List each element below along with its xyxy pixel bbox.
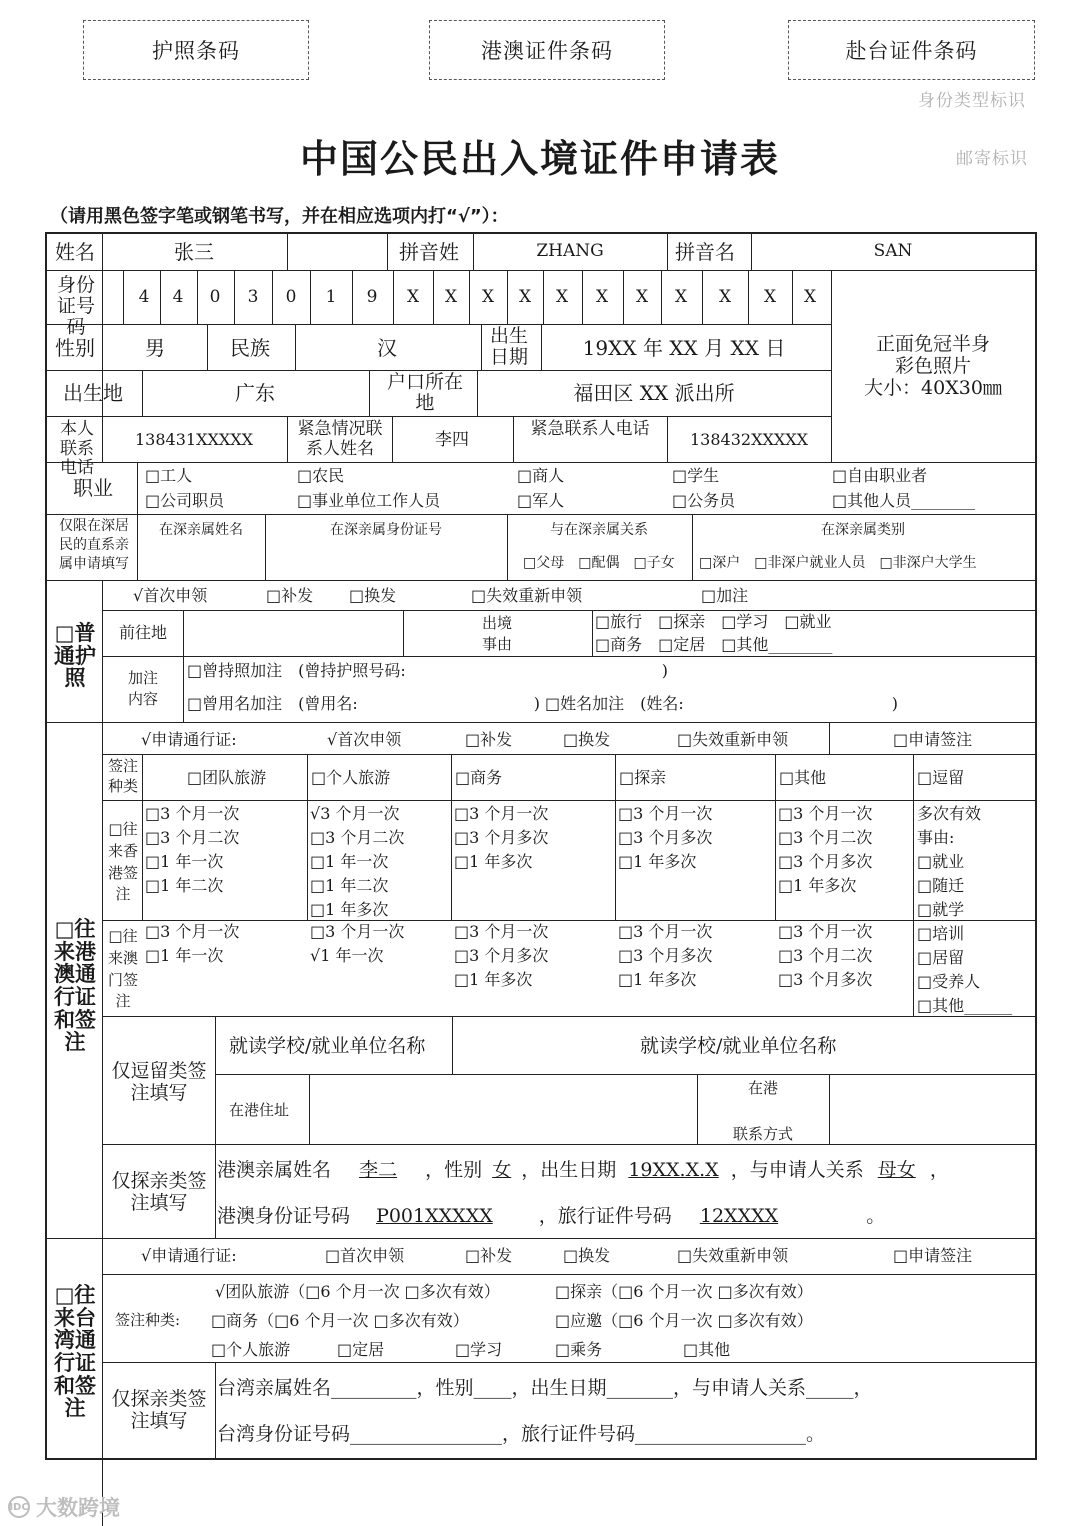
pp-reason-label: 出境事由 (481, 614, 512, 653)
pp-reasons-row-2[interactable]: □商务 □定居 □其他________ (595, 635, 833, 654)
id-digit[interactable]: 3 (247, 287, 259, 307)
stay-reason-item: 多次有效 (917, 804, 982, 823)
hukou-label: 户口所在地 (386, 371, 463, 414)
hkmo-section-label[interactable]: □往来港澳通行证和签注 (54, 917, 96, 1055)
id-digit[interactable]: X (481, 287, 495, 307)
hkmo-type-individual[interactable]: □个人旅游 (311, 768, 391, 787)
school-value[interactable]: 就读学校/就业单位名称 (640, 1035, 837, 1057)
mo-option[interactable]: □1 年多次 (618, 970, 697, 989)
hkmo-type-stay[interactable]: □逗留 (917, 768, 965, 787)
mo-endorse-label[interactable]: □往来澳门签注 (107, 927, 138, 1011)
occ-worker[interactable]: □工人 (145, 466, 193, 485)
em-name-value[interactable]: 李四 (435, 430, 469, 450)
hkmo-type-visit[interactable]: □探亲 (619, 768, 667, 787)
tw-barcode-box: 赴台证件条码 (788, 20, 1035, 80)
id-digit[interactable]: 4 (138, 287, 150, 307)
name-label: 姓名 (55, 240, 95, 264)
pp-endorse-former-name[interactable]: □曾用名加注 (曾用名: ) (187, 694, 540, 713)
gender-value[interactable]: 男 (145, 336, 165, 360)
hk-option[interactable]: □3 个月一次 (618, 804, 713, 823)
stay-reason-item[interactable]: □受养人 (917, 972, 981, 991)
school-label: 就读学校/就业单位名称 (229, 1035, 426, 1057)
hk-option[interactable]: □1 年多次 (310, 900, 389, 919)
occ-student[interactable]: □学生 (672, 466, 720, 485)
hk-contact-label-2: 联系方式 (732, 1125, 794, 1143)
tw-first-apply[interactable]: □首次申领 (325, 1246, 405, 1265)
mo-option[interactable]: □3 个月一次 (778, 922, 873, 941)
visit-line-1-end: ， (929, 1159, 949, 1181)
tw-type-label: 签注种类: (115, 1311, 181, 1329)
hk-option[interactable]: □1 年多次 (618, 852, 697, 871)
mo-option[interactable]: □3 个月一次 (145, 922, 240, 941)
taiwan-section-label[interactable]: □往来台湾通行证和签注 (54, 1283, 96, 1421)
id-digit[interactable]: X (635, 287, 649, 307)
visit-doc-label: ，旅行证件号码 (538, 1205, 672, 1227)
rel-category-header: 在深亲属类别 (821, 522, 905, 538)
py-given-value[interactable]: SAN (873, 241, 913, 261)
id-digit[interactable]: X (674, 287, 688, 307)
hkmo-visit-fill-label: 仅探亲类签注填写 (111, 1170, 207, 1215)
hk-option[interactable]: □1 年一次 (145, 852, 224, 871)
photo-line-3: 大小：40X30㎜ (864, 377, 1002, 399)
gender-label: 性别 (55, 336, 95, 360)
tw-visit-fill-label: 仅探亲类签注填写 (111, 1388, 207, 1433)
pp-reissue[interactable]: □补发 (266, 586, 314, 605)
mo-option[interactable]: □3 个月一次 (454, 922, 549, 941)
pp-destination-label: 前往地 (119, 623, 168, 642)
pp-endorse[interactable]: □加注 (701, 586, 749, 605)
hkmo-visit-line-1 (217, 1160, 949, 1182)
hk-option[interactable]: □3 个月二次 (310, 828, 405, 847)
mo-option[interactable]: □3 个月一次 (310, 922, 405, 941)
hk-address-label: 在港住址 (229, 1101, 290, 1119)
mo-option[interactable]: □3 个月一次 (618, 922, 713, 941)
ethnic-label: 民族 (230, 336, 270, 360)
visit-doc-value[interactable]: 12XXXX (699, 1205, 779, 1227)
visit-id-label: 港澳身份证号码 (217, 1205, 351, 1227)
photo-line-2: 彩色照片 (894, 355, 972, 377)
occupation-label: 职业 (73, 476, 113, 500)
mo-option[interactable]: □1 年一次 (145, 946, 224, 965)
visit-name-value[interactable]: 李二 (359, 1159, 398, 1181)
py-given-label: 拼音名 (675, 240, 735, 264)
tw-type-group-tour[interactable]: √团队旅游（□6 个月一次 □多次有效） (215, 1282, 500, 1301)
hk-option[interactable]: □3 个月多次 (778, 852, 873, 871)
pp-reapply[interactable]: □失效重新申领 (471, 586, 583, 605)
dob-label: 出生日期 (489, 325, 528, 368)
rel-relation-options[interactable]: □父母 □配偶 □子女 (523, 555, 675, 571)
tw-type-individual[interactable]: □个人旅游 (211, 1340, 291, 1359)
photo-line-1: 正面免冠半身 (875, 333, 991, 355)
hkmo-type-label: 签注种类 (107, 757, 138, 796)
tw-type-settle[interactable]: □定居 (337, 1340, 385, 1359)
id-digit[interactable]: X (595, 287, 609, 307)
tw-type-business[interactable]: □商务（□6 个月一次 □多次有效） (211, 1311, 469, 1330)
em-name-label: 紧急情况联系人姓名 (297, 419, 383, 459)
tw-type-invited[interactable]: □应邀（□6 个月一次 □多次有效） (555, 1311, 813, 1330)
visit-dob-label: ，出生日期 (521, 1159, 617, 1181)
rel-name-header: 在深亲属姓名 (159, 522, 243, 538)
hkmo-type-other[interactable]: □其他 (779, 768, 827, 787)
id-digit[interactable]: X (444, 287, 458, 307)
occ-other[interactable]: □其他人员________ (832, 491, 976, 510)
visit-gender-label: ，性别 (425, 1159, 483, 1181)
id-digit[interactable]: X (718, 287, 732, 307)
pp-endorse-content-label: 加注内容 (127, 669, 158, 708)
watermark-text: 大数跨境 (36, 1496, 120, 1520)
tw-reapply[interactable]: □失效重新申领 (677, 1246, 789, 1265)
watermark (8, 1492, 120, 1522)
mail-mark: 邮寄标识 (956, 149, 1028, 169)
hk-option[interactable]: √3 个月一次 (310, 804, 400, 823)
name-value[interactable]: 张三 (174, 240, 214, 264)
py-surname-label: 拼音姓 (399, 240, 459, 264)
id-digit[interactable]: 9 (366, 287, 378, 307)
birthplace-value[interactable]: 广东 (235, 381, 275, 405)
hk-contact-label-1: 在港 (747, 1079, 779, 1097)
phone-value[interactable]: 138431XXXXX (134, 430, 254, 449)
mo-option[interactable]: □3 个月多次 (618, 946, 713, 965)
hk-option[interactable]: □3 个月多次 (454, 828, 549, 847)
stay-reason-item[interactable]: □培训 (917, 924, 965, 943)
dob-value[interactable]: 19XX 年 XX 月 XX 日 (582, 336, 786, 360)
occ-farmer[interactable]: □农民 (297, 466, 345, 485)
hkmo-barcode-box: 港澳证件条码 (429, 20, 665, 80)
hkmo-type-group[interactable]: □团队旅游 (187, 768, 267, 787)
page-title: 中国公民出入境证件申请表 (299, 137, 780, 181)
occ-clerk[interactable]: □公司职员 (145, 491, 225, 510)
visit-dob-value[interactable]: 19XX.X.X (628, 1159, 719, 1181)
visit-name-label: 港澳亲属姓名 (217, 1159, 332, 1181)
hk-option[interactable]: □3 个月多次 (618, 828, 713, 847)
tw-type-study[interactable]: □学习 (455, 1340, 503, 1359)
id-label: 身份证号码 (56, 274, 95, 338)
id-digit[interactable]: 0 (209, 287, 221, 307)
hkmo-renew[interactable]: □换发 (563, 730, 611, 749)
visit-line-2-end: 。 (866, 1205, 886, 1227)
hkmo-apply-permit[interactable]: √申请通行证: (141, 730, 237, 749)
pp-first-apply[interactable]: √首次申领 (133, 586, 208, 605)
tw-visit-line-2[interactable]: 台湾身份证号码________________，旅行证件号码__________________。 (217, 1423, 826, 1445)
occ-freelancer[interactable]: □自由职业者 (832, 466, 928, 485)
stay-reason-item[interactable]: □居留 (917, 948, 965, 967)
birthplace-label: 出生地 (63, 381, 123, 405)
stay-reason-item: 事由: (917, 828, 955, 847)
hk-option[interactable]: □1 年多次 (778, 876, 857, 895)
py-surname-value[interactable]: ZHANG (536, 241, 604, 261)
occ-merchant[interactable]: □商人 (517, 466, 565, 485)
pp-reasons-row-1[interactable]: □旅行 □探亲 □学习 □就业 (595, 612, 832, 631)
pp-renew[interactable]: □换发 (349, 586, 397, 605)
hk-option[interactable]: □1 年二次 (310, 876, 389, 895)
tw-type-crew[interactable]: □乘务 (555, 1340, 603, 1359)
hk-endorse-label[interactable]: □往来香港签注 (107, 820, 138, 904)
ethnic-value[interactable]: 汉 (377, 336, 397, 360)
occ-institution[interactable]: □事业单位工作人员 (297, 491, 441, 510)
id-digit[interactable]: X (803, 287, 817, 307)
occ-soldier[interactable]: □军人 (517, 491, 565, 510)
stay-fill-label: 仅逗留类签注填写 (111, 1060, 207, 1105)
tw-reissue[interactable]: □补发 (465, 1246, 513, 1265)
pp-endorse-former-passport[interactable]: □曾持照加注 (曾持护照号码: ) (187, 661, 668, 680)
hk-option[interactable]: □3 个月一次 (145, 804, 240, 823)
mo-option[interactable]: □3 个月多次 (778, 970, 873, 989)
id-digit[interactable]: 0 (285, 287, 297, 307)
id-digit[interactable]: 1 (325, 287, 337, 307)
mo-option[interactable]: √1 年一次 (310, 946, 384, 965)
visit-relation-value[interactable]: 母女 (877, 1159, 916, 1181)
id-digit[interactable]: 4 (172, 287, 184, 307)
hukou-value[interactable]: 福田区 XX 派出所 (573, 381, 735, 405)
hkmo-reissue[interactable]: □补发 (465, 730, 513, 749)
tw-type-visit[interactable]: □探亲（□6 个月一次 □多次有效） (555, 1282, 813, 1301)
hk-option[interactable]: □1 年多次 (454, 852, 533, 871)
mo-option[interactable]: □1 年多次 (454, 970, 533, 989)
stay-reason-item[interactable]: □其他______ (917, 996, 1013, 1015)
hk-option[interactable]: □3 个月一次 (454, 804, 549, 823)
occ-civil-servant[interactable]: □公务员 (672, 491, 736, 510)
em-phone-value[interactable]: 138432XXXXX (689, 430, 809, 449)
rel-id-header: 在深亲属身份证号 (330, 522, 442, 538)
hk-option[interactable]: □3 个月二次 (145, 828, 240, 847)
instruction: （请用黑色签字笔或钢笔书写，并在相应选项内打“√”）： (50, 206, 509, 227)
id-digit[interactable]: X (406, 287, 420, 307)
stay-reason-item[interactable]: □随迁 (917, 876, 965, 895)
rel-category-options[interactable]: □深户 □非深户就业人员 □非深户大学生 (699, 555, 977, 571)
em-phone-label: 紧急联系人电话 (530, 419, 650, 439)
watermark-logo: IDC (8, 1496, 30, 1518)
hk-option[interactable]: □3 个月二次 (778, 828, 873, 847)
hkmo-reapply[interactable]: □失效重新申领 (677, 730, 789, 749)
mo-option[interactable]: □3 个月多次 (454, 946, 549, 965)
hk-option[interactable]: □1 年一次 (310, 852, 389, 871)
visit-gender-value[interactable]: 女 (492, 1159, 512, 1181)
tw-renew[interactable]: □换发 (563, 1246, 611, 1265)
rel-relation-header: 与在深亲属关系 (550, 522, 648, 538)
hkmo-apply-endorsement[interactable]: □申请签注 (893, 730, 973, 749)
tw-visit-line-1[interactable]: 台湾亲属姓名_________，性别____，出生日期_______，与申请人关系_____， (217, 1377, 873, 1399)
id-digit[interactable]: X (518, 287, 532, 307)
stay-reason-item[interactable]: □就业 (917, 852, 965, 871)
hkmo-first-apply[interactable]: √首次申领 (327, 730, 402, 749)
id-digit[interactable]: X (555, 287, 569, 307)
visit-relation-label: ，与申请人关系 (730, 1159, 864, 1181)
id-digit[interactable]: X (763, 287, 777, 307)
hkmo-visit-line-2 (217, 1206, 885, 1228)
tw-type-other[interactable]: □其他 (683, 1340, 731, 1359)
stay-reason-item[interactable]: □就学 (917, 900, 965, 919)
hk-option[interactable]: □3 个月一次 (778, 804, 873, 823)
passport-section-label[interactable]: □普通护照 (54, 621, 96, 691)
tw-apply-permit[interactable]: √申请通行证: (141, 1246, 237, 1265)
pp-endorse-name[interactable]: □姓名加注 (姓名: ) (545, 694, 898, 713)
hk-option[interactable]: □1 年二次 (145, 876, 224, 895)
application-form (45, 232, 1037, 1460)
tw-apply-endorsement[interactable]: □申请签注 (893, 1246, 973, 1265)
mo-option[interactable]: □3 个月二次 (778, 946, 873, 965)
phone-label: 本人联系电话 (60, 419, 94, 479)
passport-barcode-box: 护照条码 (83, 20, 309, 80)
relatives-label: 仅限在深居民的直系亲属申请填写 (59, 518, 129, 572)
id-type-mark: 身份类型标识 (918, 91, 1026, 111)
hkmo-type-business[interactable]: □商务 (455, 768, 503, 787)
visit-id-value[interactable]: P001XXXXX (376, 1205, 493, 1227)
